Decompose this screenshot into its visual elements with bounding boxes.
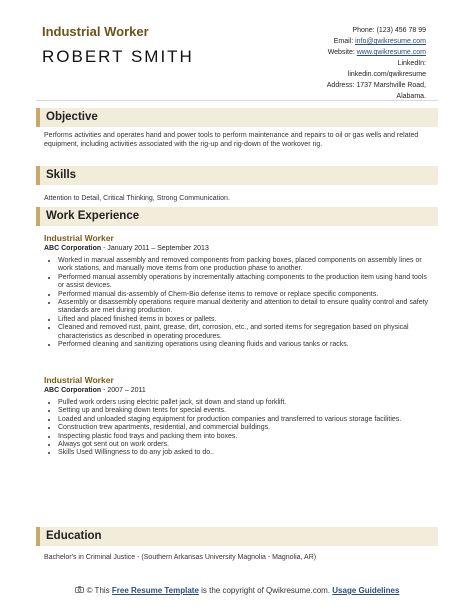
contact-address-line2: Alabama. [396, 93, 426, 100]
free-resume-template-link[interactable]: Free Resume Template [111, 586, 199, 595]
website-link[interactable]: www.qwikresume.com [356, 49, 426, 56]
list-item: • Always got sent out on work orders. [58, 441, 430, 449]
list-item: • Assembly or disassembly operations require manual dexterity and attention to detail to ensure quality control and safety standards are met during production. [58, 299, 430, 316]
footer-middle: is the copyright of Qwikresume.com. [198, 586, 333, 595]
job-1-employer [44, 245, 209, 252]
job-2-bullet-list [44, 399, 430, 458]
job-1-bullet-list [44, 257, 430, 349]
footer-copyright [36, 585, 438, 596]
list-item: • Pulled work orders using electric pallet jack, sit down and stand up forklift. [58, 399, 430, 407]
job-1-title: Industrial Worker [44, 233, 114, 243]
contact-linkedin-label: LinkedIn: [397, 60, 426, 67]
objective-heading: Objective [36, 108, 438, 127]
contact-email: Email: info@qwikresume.com [333, 38, 426, 45]
education-text: Bachelor's in Criminal Justice - (Southern Arkansas University Magnolia - Magnolia, AR) [44, 554, 317, 561]
camera-icon [75, 585, 84, 596]
contact-website: Website: www.qwikresume.com [327, 49, 426, 56]
education-heading: Education [36, 527, 438, 546]
list-item: • Performed cleaning and sanitizing operations using cleaning fluids and various tanks or racks. [58, 341, 430, 349]
job-2-duties [44, 399, 430, 458]
list-item: • Cleaned and removed rust, paint, grease, dirt, corrosion, etc., and sorted items for segregation based on physical characteristics as described in operating procedures. [58, 324, 430, 341]
contact-linkedin: linkedin.com/qwikresume [347, 71, 426, 78]
resume-name: ROBERT SMITH [42, 47, 194, 66]
contact-address: Address: 1737 Marshville Road, [326, 82, 426, 89]
list-item: • Performed manual assembly operations by incrementally attaching components to the production item using hand tools or assist devices. [58, 274, 430, 291]
resume-job-title: Industrial Worker [42, 24, 149, 39]
job-1-duties [44, 257, 430, 349]
list-item: • Performed manual dis-assembly of Chem-Bio defense items to remove or replace specific components. [58, 291, 430, 299]
experience-heading: Work Experience [36, 207, 438, 226]
list-item: • Construction trew apartments, residential, and commercial buildings. [58, 424, 430, 432]
job-1-company: ABC Corporation [44, 245, 102, 252]
job-2-employer [44, 387, 146, 394]
job-2-company: ABC Corporation [44, 387, 102, 394]
list-item: • Setting up and breaking down tents for special events. [58, 407, 430, 415]
list-item: • Worked in manual assembly and removed components from packing boxes, placed components on assembly lines or work stations, and manually move items from one production phase to another. [58, 257, 430, 274]
job-1-dates: - January 2011 – September 2013 [101, 245, 209, 252]
job-2-dates: - 2007 – 2011 [101, 387, 146, 394]
objective-text: Performs activities and operates hand and power tools to perform maintenance and repairs to oil or gas wells and related equipment, including activities associated with the rig-up and rig-down of the workover rig. [44, 132, 419, 149]
usage-guidelines-link[interactable]: Usage Guidelines [332, 586, 400, 595]
contact-phone: Phone: (123) 456 78 99 [352, 27, 426, 34]
skills-heading: Skills [36, 166, 438, 185]
camera-icon-svg [75, 586, 84, 593]
job-2-title: Industrial Worker [44, 375, 114, 385]
list-item: • Skills Used Willingness to do any job asked to do.. [58, 449, 430, 457]
skills-text: Attention to Detail, Critical Thinking, Strong Communication. [44, 195, 230, 202]
contact-block [206, 25, 426, 102]
list-item: • Loaded and unloaded staging equipment for production companies and transferred to various storage facilities. [58, 416, 430, 424]
email-link[interactable]: info@qwikresume.com [355, 38, 426, 45]
header-divider [36, 100, 438, 101]
list-item: • Inspecting plastic food trays and packing them into boxes. [58, 433, 430, 441]
footer-prefix: © This [86, 586, 112, 595]
list-item: • Lifted and placed finished items in boxes or pallets. [58, 316, 430, 324]
